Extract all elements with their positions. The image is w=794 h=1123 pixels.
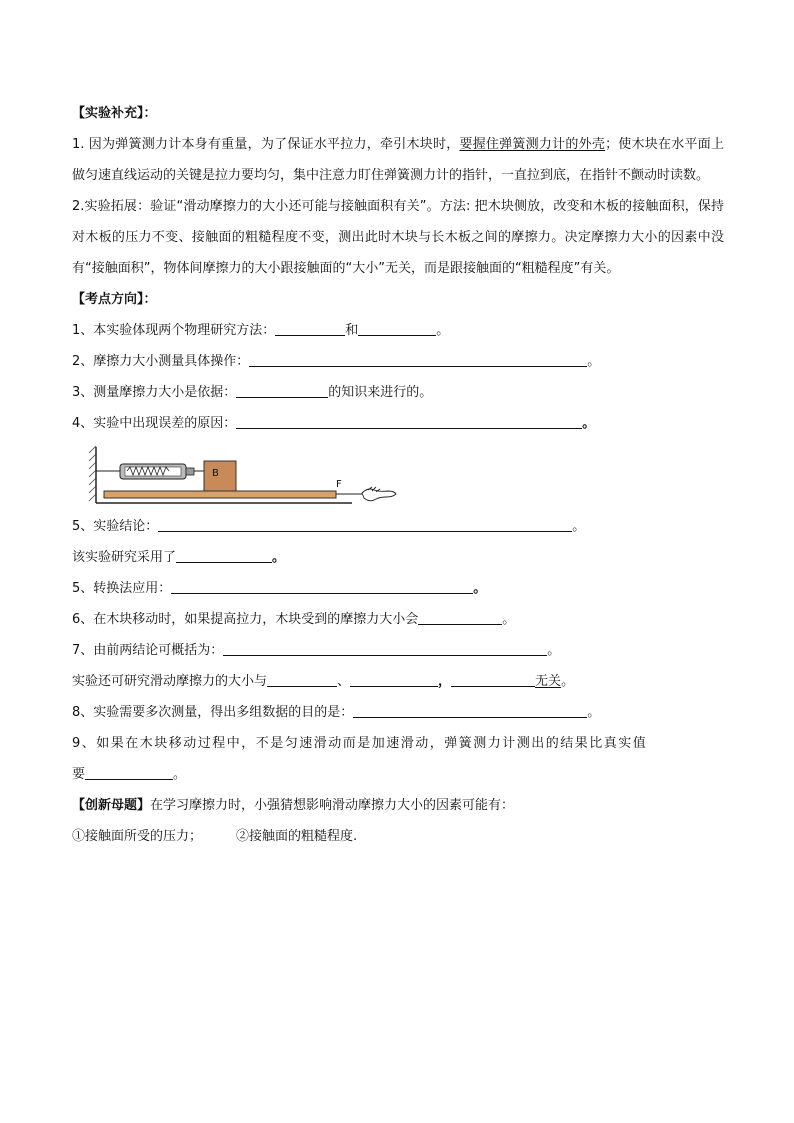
- q9-text-b: 要: [72, 767, 86, 782]
- q6-text: 6、在木块移动时，如果提高拉力，木块受到的摩擦力大小会: [72, 612, 419, 627]
- q4-blank[interactable]: [236, 414, 582, 429]
- q3-blank[interactable]: [236, 383, 328, 398]
- question-3: [72, 377, 724, 408]
- q7b-blank-2[interactable]: [350, 672, 438, 687]
- q7b-sep-2: ，: [438, 674, 452, 689]
- q8-end: 。: [587, 705, 601, 720]
- q7-end: 。: [547, 643, 561, 658]
- q5b-end: 。: [272, 550, 286, 565]
- supplement-paragraph-1: [72, 129, 724, 191]
- q3-text: 3、测量摩擦力大小是依据：: [72, 385, 237, 400]
- q4-end: 。: [582, 416, 596, 431]
- question-5: [72, 511, 724, 542]
- q7b-unrelated: 无关: [535, 674, 562, 689]
- q5b-blank[interactable]: [176, 548, 272, 563]
- q3-text-b: 的知识来进行的。: [328, 385, 433, 400]
- block-label: B: [212, 468, 219, 479]
- wooden-board: [104, 491, 336, 498]
- exam-heading: 【考点方向】：: [72, 292, 157, 307]
- question-5b: [72, 542, 724, 573]
- q5c-blank[interactable]: [171, 579, 473, 594]
- question-9-continued: [72, 759, 724, 790]
- q8-blank[interactable]: [353, 703, 587, 718]
- innovation-options: [72, 821, 724, 852]
- hand-icon: [362, 487, 396, 501]
- innovation-line: [72, 790, 724, 821]
- force-label: F: [336, 479, 342, 490]
- q2-end: 。: [587, 354, 601, 369]
- q7b-blank-3[interactable]: [451, 672, 535, 687]
- question-1: [72, 315, 724, 346]
- experiment-illustration: [72, 443, 412, 511]
- q8-text: 8、实验需要多次测量，得出多组数据的目的是：: [72, 705, 354, 720]
- q7-text: 7、由前两结论可概括为：: [72, 643, 224, 658]
- q7b-end: 。: [561, 674, 575, 689]
- q5-end: 。: [572, 519, 586, 534]
- q7b-text: 实验还可研究滑动摩擦力的大小与: [72, 674, 268, 689]
- q1-blank-2[interactable]: [358, 321, 436, 336]
- p1-underlined: 要握住弹簧测力计的外壳: [459, 137, 606, 152]
- question-6: [72, 604, 724, 635]
- q1-and: 和: [345, 323, 359, 338]
- question-7b: [72, 666, 724, 697]
- q4-text: 4、实验中出现误差的原因：: [72, 416, 237, 431]
- p1-text-a: 1. 因为弹簧测力计本身有重量，为了保证水平拉力，牵引木块时，: [72, 137, 460, 152]
- p1-text-b: ；使木块在水平面上做匀速直线运动的关键是拉力要均匀，集中注意力盯住弹簧测力计的指针，一直拉到底，在指针不颤动时读数。: [72, 137, 724, 183]
- question-9: [72, 728, 724, 759]
- q5c-text: 5、转换法应用：: [72, 581, 172, 596]
- question-8: [72, 697, 724, 728]
- q5-blank[interactable]: [158, 517, 572, 532]
- option-2: ②接触面的粗糙程度.: [236, 829, 358, 844]
- q1-end: 。: [436, 323, 450, 338]
- worksheet-content: [72, 98, 724, 852]
- innovation-text: 在学习摩擦力时，小强猜想影响滑动摩擦力大小的因素可能有：: [150, 798, 515, 813]
- option-1: ①接触面所受的压力；: [72, 829, 203, 844]
- q9-text: 9、如果在木块移动过程中，不是匀速滑动而是加速滑动，弹簧测力计测出的结果比真实值: [72, 736, 648, 751]
- q2-text: 2、摩擦力大小测量具体操作：: [72, 354, 250, 369]
- q7b-sep-1: 、: [337, 674, 351, 689]
- question-2: [72, 346, 724, 377]
- q5-text: 5、实验结论：: [72, 519, 159, 534]
- q9-end: 。: [173, 767, 187, 782]
- q9-blank[interactable]: [85, 765, 173, 780]
- spring-scale-icon: [120, 464, 194, 479]
- experiment-diagram: [72, 443, 724, 511]
- wall-hatching: [89, 446, 96, 501]
- q1-text: 1、本实验体现两个物理研究方法：: [72, 323, 276, 338]
- block-b: [204, 461, 236, 491]
- q6-blank[interactable]: [418, 610, 502, 625]
- supplement-paragraph-2: 2.实验拓展：验证“滑动摩擦力的大小还可能与接触面积有关”。方法: 把木块侧放，改变和木板的接触面积，保持对木板的压力不变、接触面的粗糙程度不变，测出此时木块与长木板之间的摩擦力。决定摩擦力大小的因素中没有“接触面积”，物体间摩擦力的大小跟接触面的“大小”无关，而是跟接触面的“粗糙程度”有关。: [72, 199, 724, 276]
- innovation-heading: 【创新母题】: [72, 798, 151, 813]
- q7b-blank-1[interactable]: [267, 672, 337, 687]
- q2-blank[interactable]: [249, 352, 587, 367]
- q6-end: 。: [502, 612, 516, 627]
- q5b-text: 该实验研究采用了: [72, 550, 177, 565]
- question-4: [72, 408, 724, 439]
- q7-blank[interactable]: [223, 641, 547, 656]
- q1-blank-1[interactable]: [275, 321, 345, 336]
- supplement-heading: 【实验补充】：: [72, 106, 157, 121]
- question-7: [72, 635, 724, 666]
- question-5c: [72, 573, 724, 604]
- q5c-end: 。: [473, 581, 487, 596]
